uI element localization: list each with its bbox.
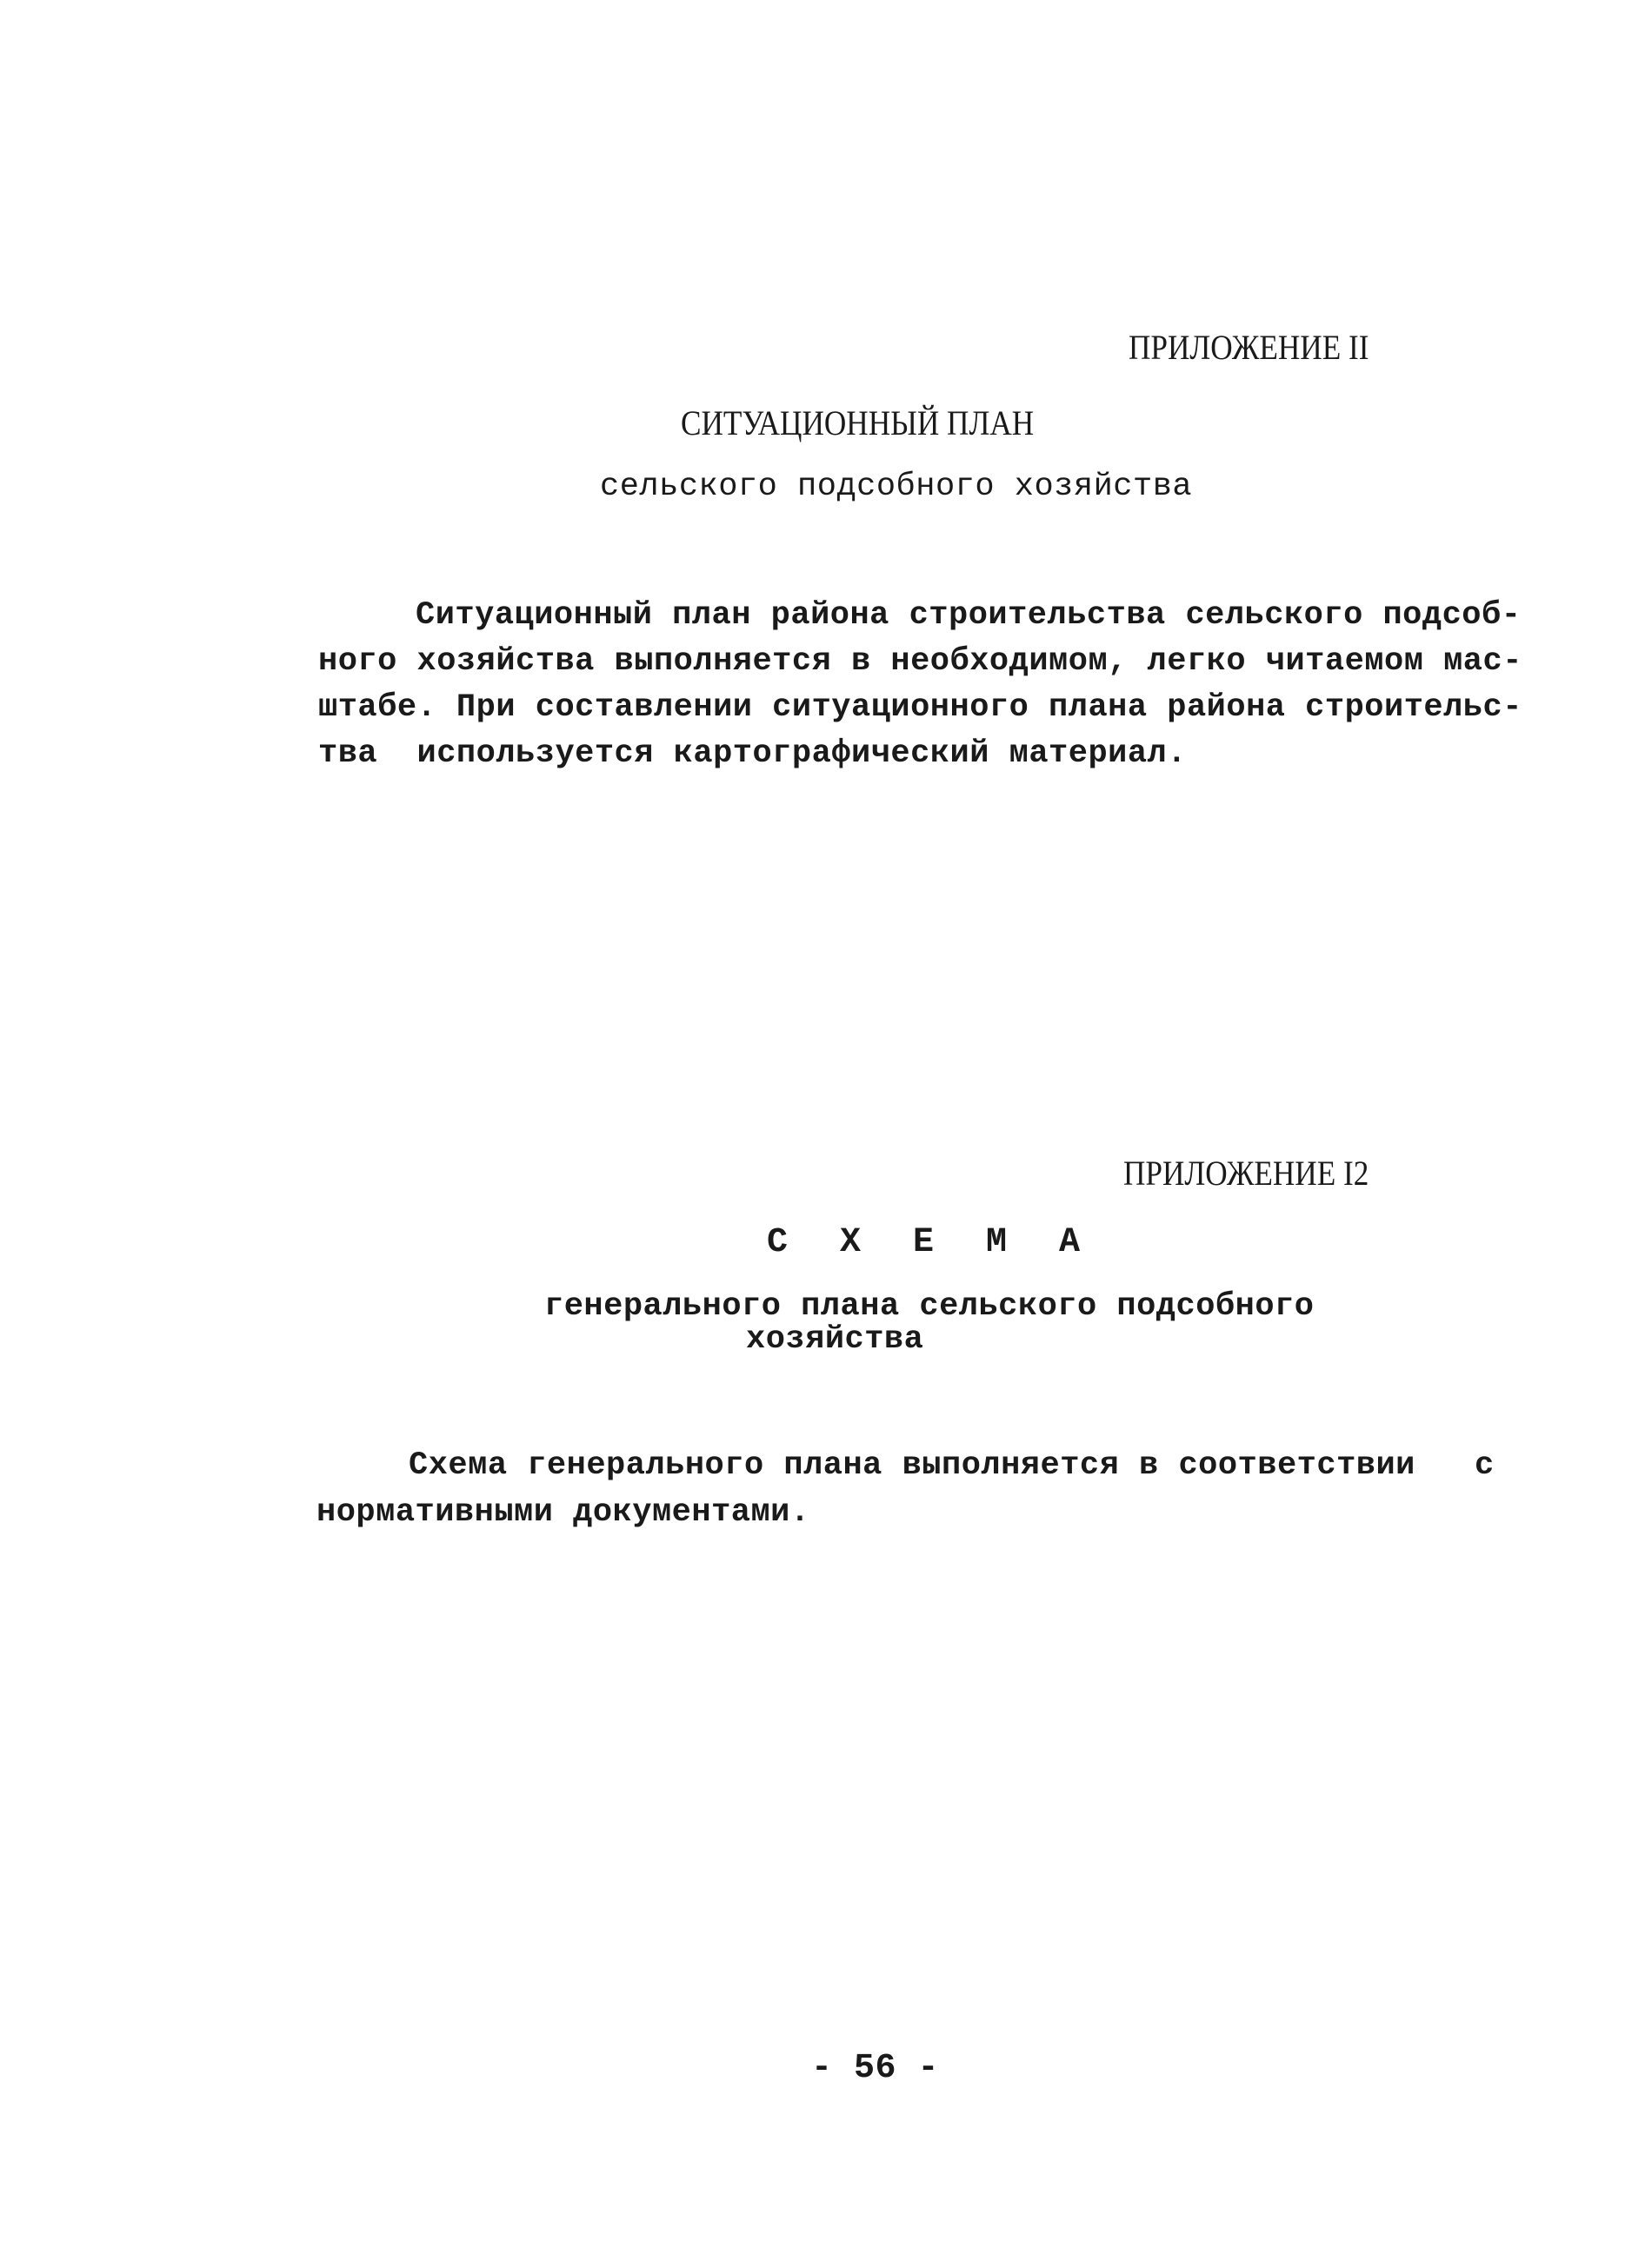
body-line: Схема генерального плана выполняется в соответствии с [409,1447,1495,1484]
body-line: штабе. При составлении ситуационного плана района строительс- [318,689,1522,726]
appendix-12-label: ПРИЛОЖЕНИЕ I2 [1123,1154,1369,1193]
appendix-11-label: ПРИЛОЖЕНИЕ II [1129,328,1369,367]
page-number: - 56 - [811,2049,940,2088]
body-line: Ситуационный план района строительства сельского подсоб- [416,597,1522,634]
subtitle-line: генерального плана сельского подсобного [544,1288,1315,1325]
body-line: тва используется картографический материал. [318,735,1187,772]
appendix-11-subtitle: сельского подсобного хозяйства [600,469,1193,505]
appendix-11-title: СИТУАЦИОННЫЙ ПЛАН [681,403,1035,442]
subtitle-line: хозяйства [746,1321,924,1358]
body-line: нормативными документами. [316,1494,810,1531]
appendix-12-title: С Х Е М А [767,1223,1096,1262]
body-line: ного хозяйства выполняется в необходимом, легко читаемом мас- [318,643,1522,680]
